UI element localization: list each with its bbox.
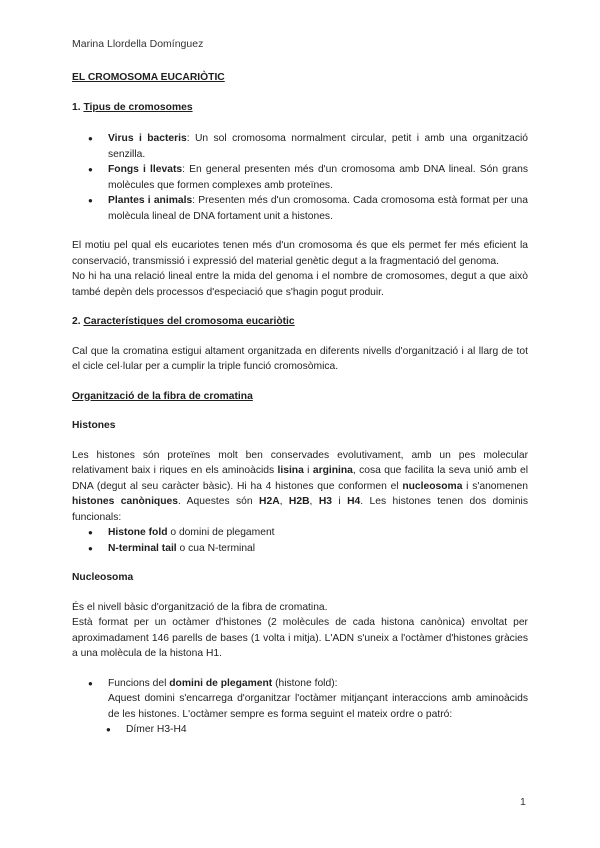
list-item: ● Plantes i animals: Presenten més d'un cromosoma. Cada cromosoma està format per una molècula lineal de DNA fortament unit a histones. [72,193,528,224]
order-sublist [90,722,528,738]
list-item: ● N-terminal tail o cua N-terminal [72,541,528,557]
list-item: ● Fongs i llevats: En general presenten més d'un cromosoma amb DNA lineal. Són grans molècules que formen complexes amb proteïnes. [72,162,528,193]
histones-paragraph: Les histones són proteïnes molt ben conservades evolutivament, amb un pes molecular relativament baix i riques en els aminoàcids lisina i arginina, cosa que facilita la seva unió amb el DNA (degut al seu caràcter bàsic). Hi ha 4 histones que conformen el nucleosoma i s'anomenen histones canòniques. Aquestes són H2A, H2B, H3 i H4. Les histones tenen dos dominis funcionals: [72,449,529,523]
document-body [72,70,528,738]
list-item: ● Funcions del domini de plegament (histone fold): Aquest domini s'encarrega d'organitzar l'octàmer mitjançant interaccions amb aminoàcids de les histones. L'octàmer sempre es forma seguint el mateix ordre o patró: [72,676,528,723]
paragraph: No hi ha una relació lineal entre la mida del genoma i el nombre de cromosomes, degut a que això també depèn dels processos d'especiació que s'hagin pogut produir. [72,271,528,298]
list-item: ● Dímer H3-H4 [90,722,528,738]
histone-domains-list [72,525,528,556]
list-item: ● Histone fold o domini de plegament [72,525,528,541]
subsection-heading: Organització de la fibra de cromatina [72,390,253,402]
section-1-heading: 1. Tipus de cromosomes [72,101,193,113]
paragraph: És el nivell bàsic d'organització de la fibra de cromatina. [72,601,328,613]
document-title: EL CROMOSOMA EUCARIÒTIC [72,72,225,83]
chromosome-types-list [72,131,528,224]
author-header: Marina Llordella Domínguez [72,38,204,50]
functions-list [72,676,528,723]
nucleosoma-heading: Nucleosoma [72,572,134,583]
paragraph: Està format per un octàmer d'histones (2 molècules de cada histona canònica) envoltat per aproximadament 146 parells de bases (1 volta i mitja). L'ADN s'uneix a l'octàmer d'histones gràcies a una molècula de la histona H1. [72,617,528,659]
paragraph: Cal que la cromatina estigui altament organitzada en diferents nivells d'organització i al llarg de tot el cicle cel·lular per a cumplir la triple funció cromosòmica. [72,345,528,372]
page-number: 1 [520,796,526,808]
histones-heading: Histones [72,420,116,431]
list-item: ● Virus i bacteris: Un sol cromosoma normalment circular, petit i amb una organització senzilla. [72,131,528,162]
paragraph: El motiu pel qual els eucariotes tenen més d'un cromosoma és que els permet fer més eficient la conservació, transmissió i expressió del material genètic degut a la fragmentació del genoma. [72,240,528,267]
section-2-heading: 2. Característiques del cromosoma eucariòtic [72,316,295,327]
